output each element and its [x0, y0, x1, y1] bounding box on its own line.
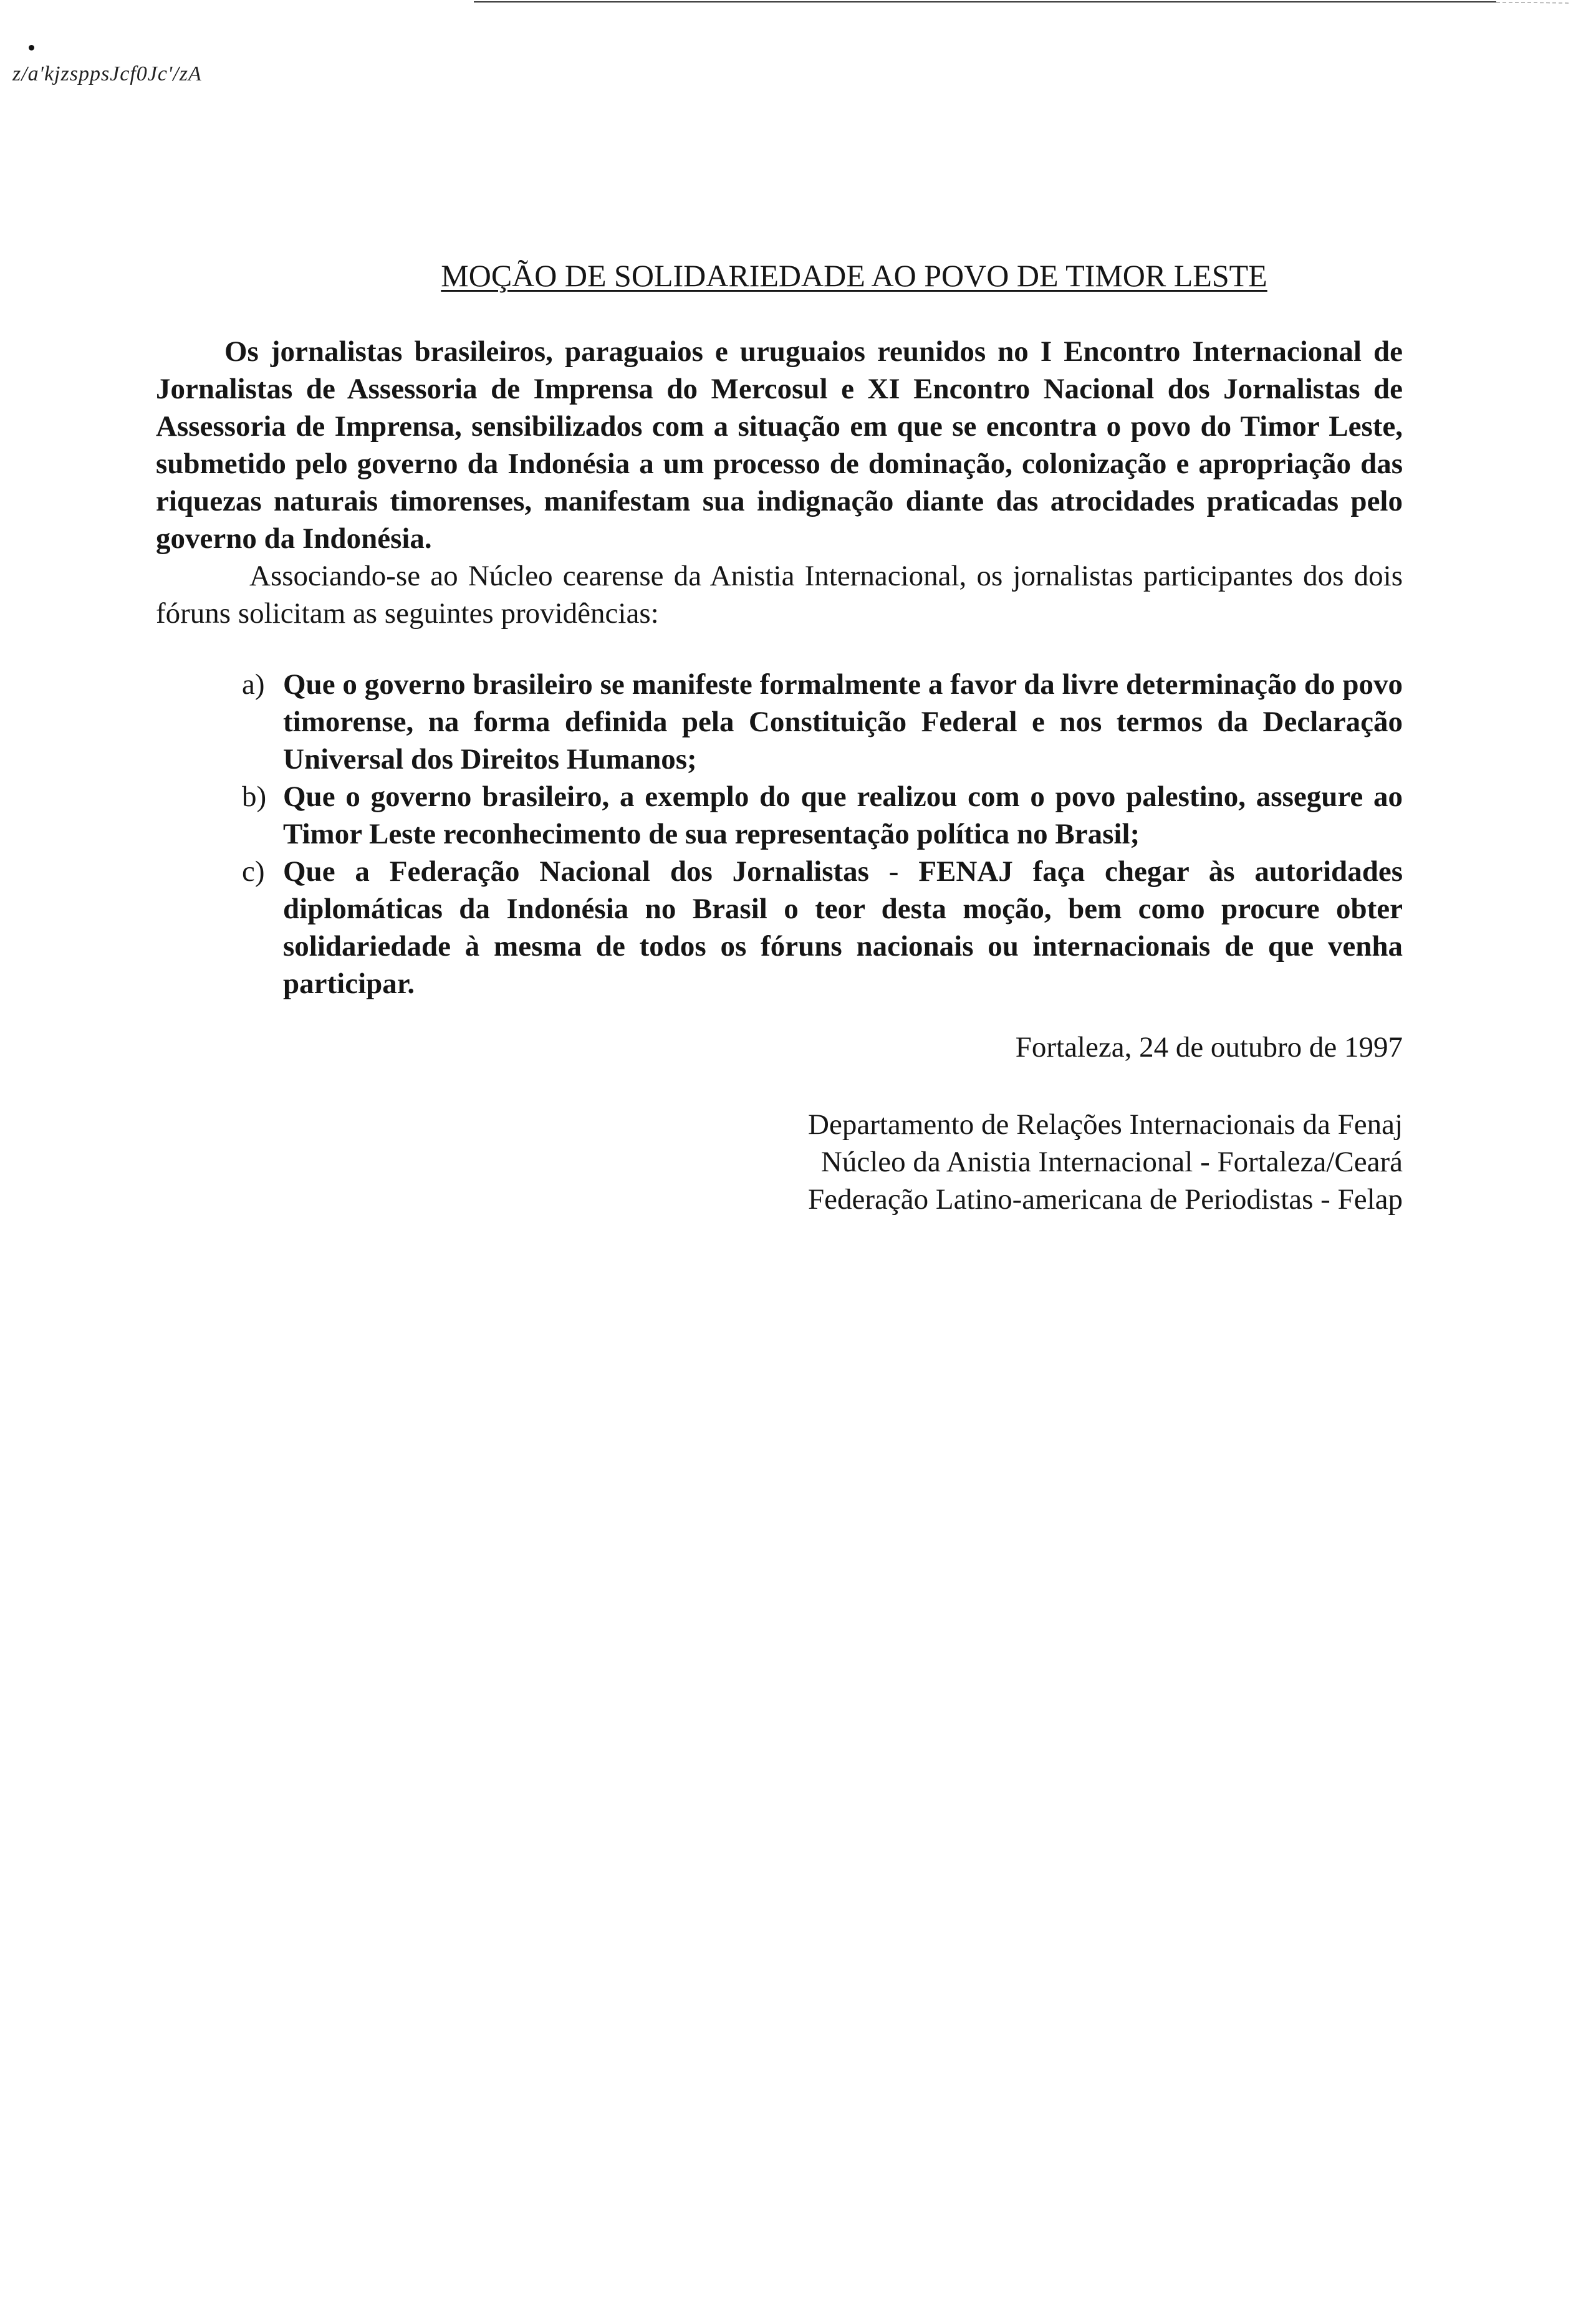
provision-marker: b)	[242, 780, 267, 813]
date-line: Fortaleza, 24 de outubro de 1997	[1015, 1031, 1403, 1063]
ink-mark	[29, 45, 34, 50]
document-title: MOÇÃO DE SOLIDARIEDADE AO POVO DE TIMOR LESTE	[441, 258, 1267, 293]
signatory: Federação Latino-americana de Periodistas - Felap	[808, 1183, 1403, 1216]
scan-edge-line	[0, 0, 1596, 6]
provision-text: Que a Federação Nacional dos Jornalistas - FENAJ faça chegar às autoridades diplomáticas da Indonésia no Brasil o teor desta moção, bem como procure obter solidariedade à mesma de todos os fóruns nacionais ou internacionais de que venha participar.	[283, 855, 1403, 1000]
provision-item	[242, 778, 1403, 853]
request-paragraph: Associando-se ao Núcleo cearense da Anistia Internacional, os jornalistas participantes dos dois fóruns solicitam as seguintes providências:	[156, 560, 1403, 630]
handwritten-annotation: z/a'kjzsppsJcf0Jc'/zA	[12, 62, 202, 85]
provision-text: Que o governo brasileiro, a exemplo do que realizou com o povo palestino, assegure ao Timor Leste reconhecimento de sua representação política no Brasil;	[283, 780, 1403, 850]
provision-item	[242, 853, 1403, 1002]
signatories-list	[808, 1106, 1403, 1218]
provision-text: Que o governo brasileiro se manifeste formalmente a favor da livre determinação do povo timorense, na forma definida pela Constituição Federal e nos termos da Declaração Universal dos Direitos Humanos;	[283, 668, 1403, 775]
provisions-list	[242, 666, 1403, 1002]
signatory: Núcleo da Anistia Internacional - Fortaleza/Ceará	[820, 1146, 1403, 1178]
intro-paragraph: Os jornalistas brasileiros, paraguaios e uruguaios reunidos no I Encontro Internacional de Jornalistas de Assessoria de Imprensa do Mercosul e XI Encontro Nacional dos Jornalistas de Assessoria de Imprensa, sensibilizados com a situação em que se encontra o povo do Timor Leste, submetido pelo governo da Indonésia a um processo de dominação, colonização e apropriação das riquezas naturais timorenses, manifestam sua indignação diante das atrocidades praticadas pelo governo da Indonésia.	[156, 335, 1403, 555]
signatory: Departamento de Relações Internacionais da Fenaj	[808, 1108, 1403, 1141]
provision-item	[242, 666, 1403, 778]
provision-marker: c)	[242, 855, 265, 888]
provision-marker: a)	[242, 668, 265, 701]
